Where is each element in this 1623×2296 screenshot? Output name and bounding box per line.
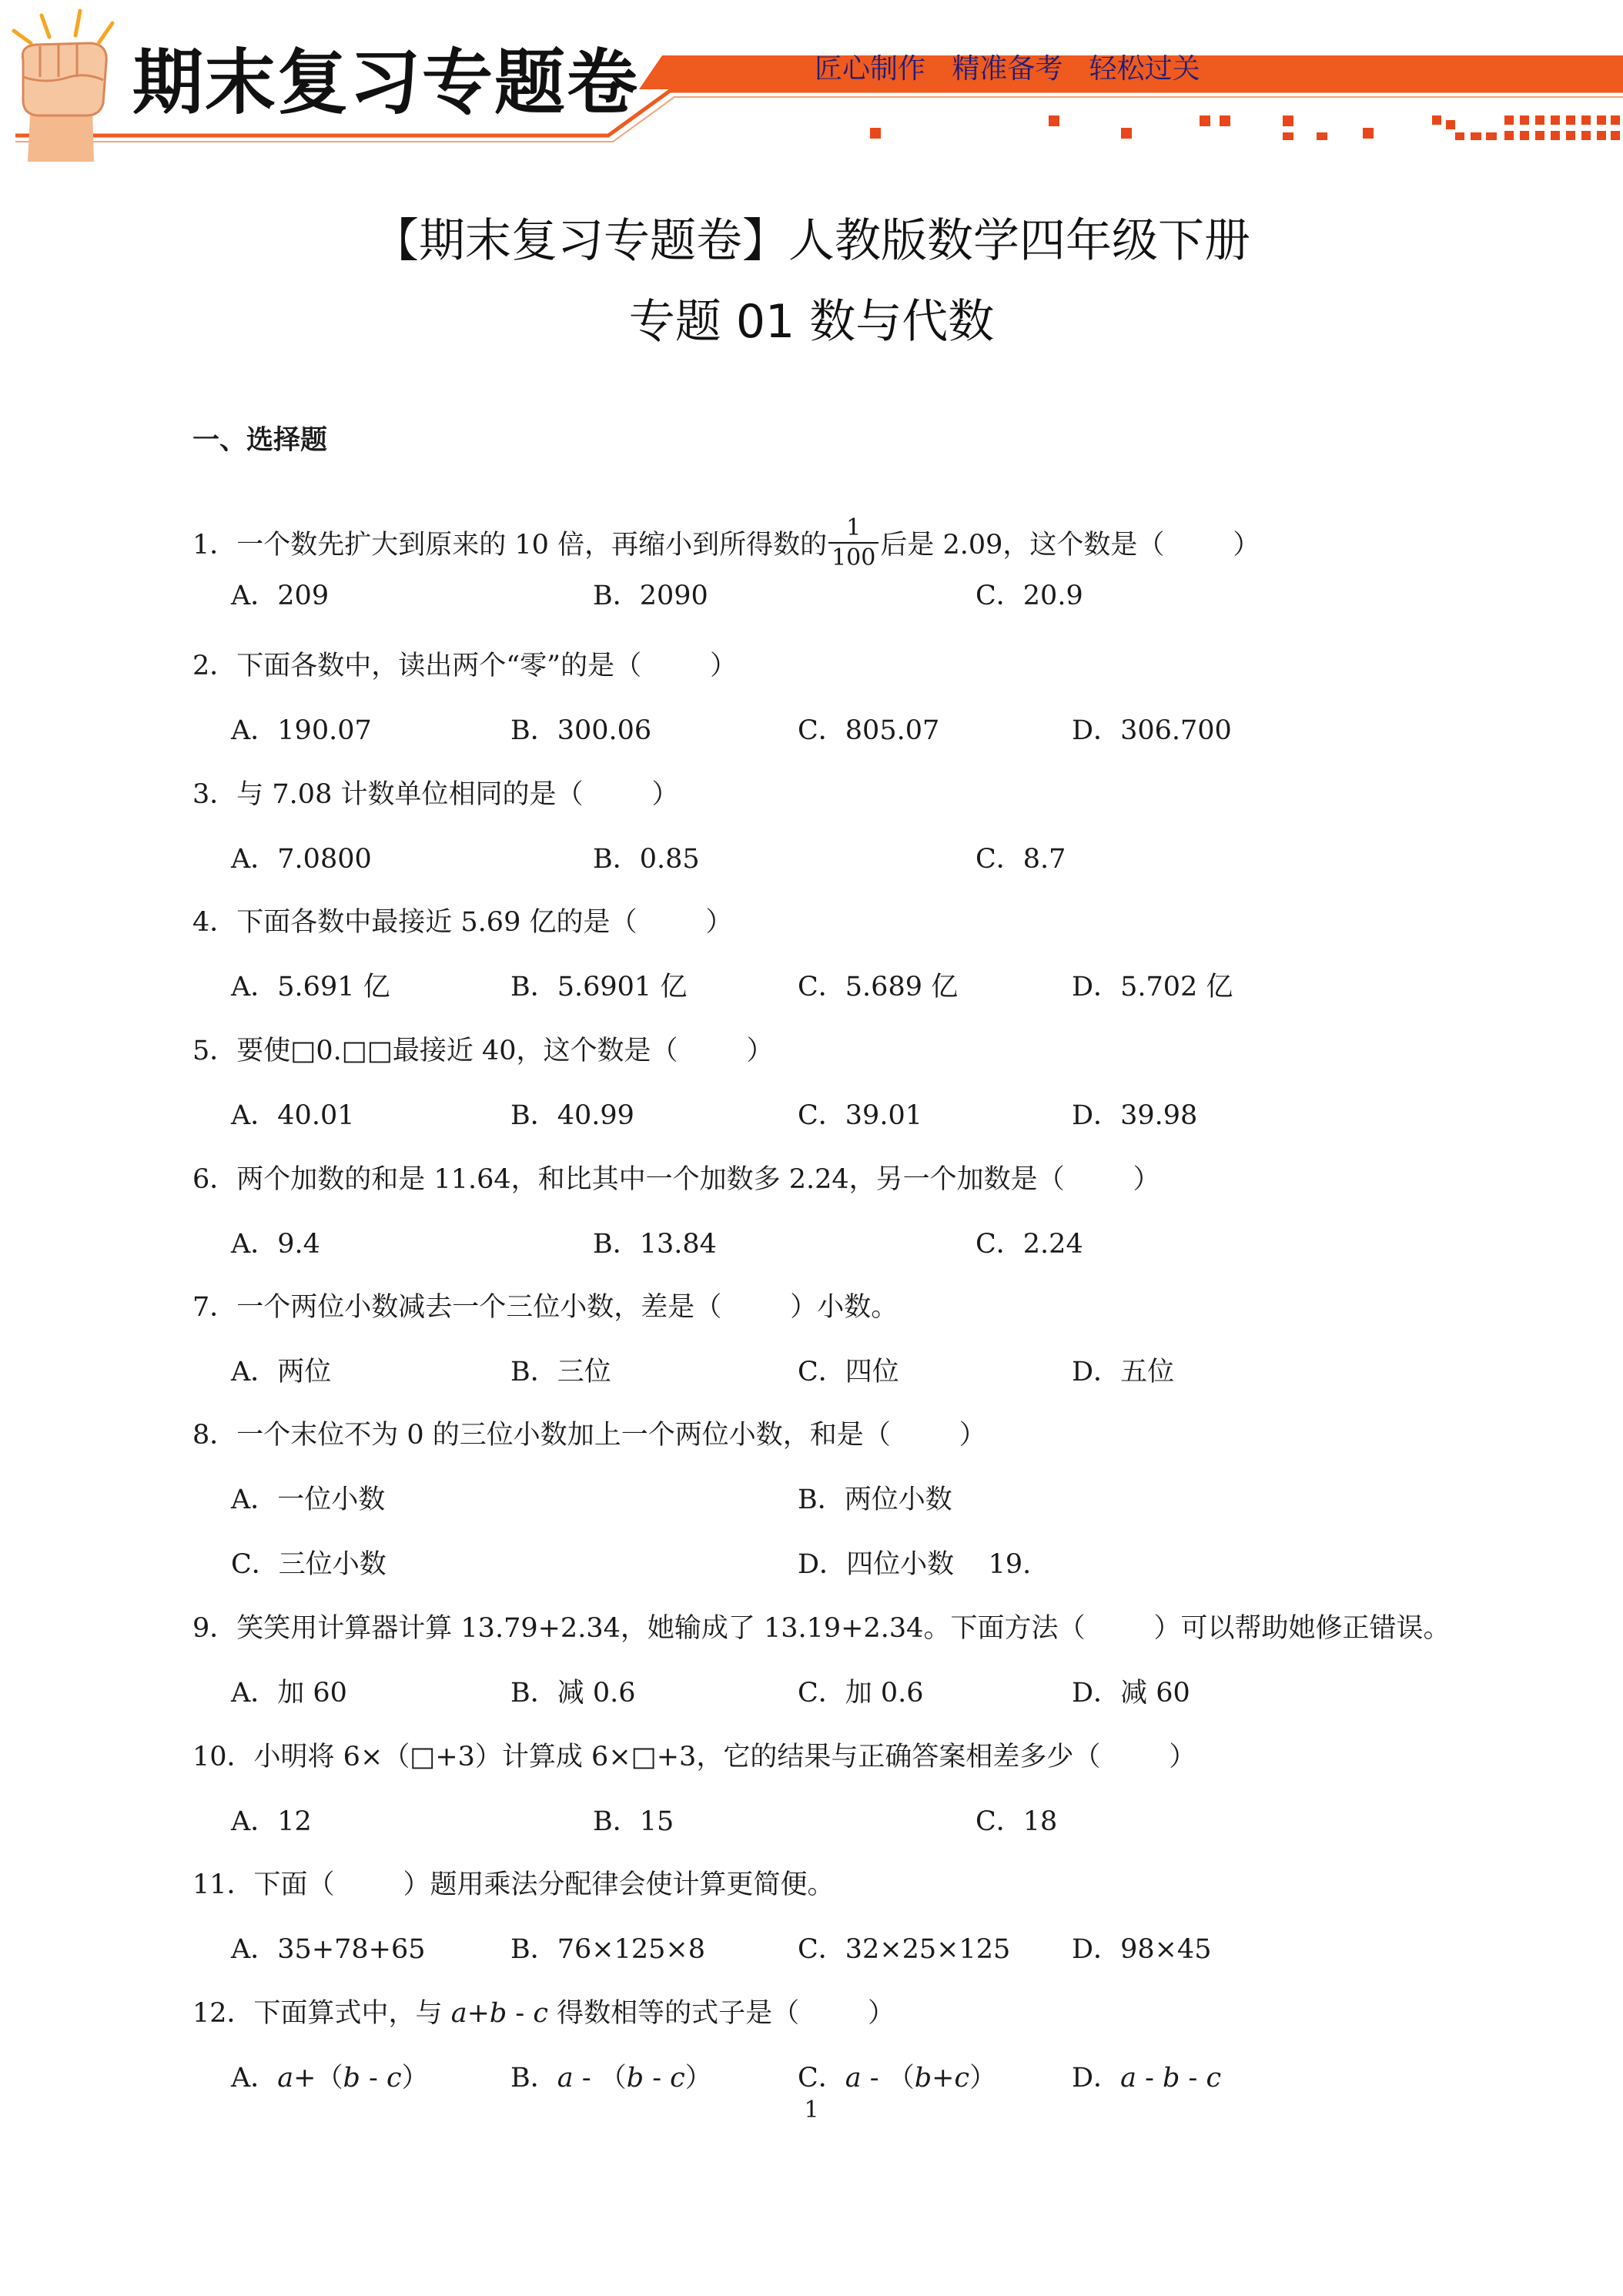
option-text: - （ bbox=[861, 2063, 915, 2094]
option-text: 5.702 亿 bbox=[1120, 972, 1233, 1002]
math-variable: a bbox=[450, 1998, 467, 2029]
question-stem bbox=[192, 909, 732, 936]
question-number: 8． bbox=[192, 1420, 237, 1451]
option-text: 76×125×8 bbox=[557, 1934, 705, 1965]
option-text: 5.689 亿 bbox=[845, 972, 959, 1002]
math-variable: c bbox=[533, 1998, 548, 2029]
option-text: 9.4 bbox=[277, 1229, 320, 1260]
answer-option-a[interactable] bbox=[231, 846, 372, 873]
option-text: 两位小数 bbox=[844, 1484, 952, 1515]
question-text: 一个末位不为 0 的三位小数加上一个两位小数，和是（ ） bbox=[236, 1420, 986, 1451]
option-label: A． bbox=[231, 581, 278, 611]
banner-slogan: 匠心制作 精准备考 轻松过关 bbox=[815, 53, 1200, 85]
question-number: 4． bbox=[192, 907, 237, 938]
option-label: C． bbox=[798, 715, 845, 746]
answer-option-b[interactable] bbox=[510, 1936, 705, 1963]
answer-option-d[interactable] bbox=[1072, 2065, 1221, 2092]
answer-option-b[interactable] bbox=[510, 974, 687, 1001]
question-text: + bbox=[467, 1998, 490, 2029]
question-text: - bbox=[507, 1998, 534, 2029]
math-variable: b bbox=[1163, 2063, 1180, 2094]
option-text: 2090 bbox=[639, 581, 708, 611]
math-variable: b bbox=[489, 1998, 507, 2029]
option-label: D． bbox=[1072, 1934, 1121, 1965]
option-text: 300.06 bbox=[557, 715, 652, 746]
option-label: A． bbox=[231, 1806, 278, 1837]
answer-option-b[interactable] bbox=[593, 1806, 674, 1837]
answer-option-d[interactable] bbox=[1072, 1100, 1198, 1131]
question-number: 12． bbox=[192, 1998, 254, 2029]
question-text: 下面各数中，读出两个“零”的是（ ） bbox=[236, 651, 738, 681]
option-label: B． bbox=[593, 844, 640, 875]
answer-option-c[interactable] bbox=[798, 2065, 996, 2092]
page-subtitle: 专题 01 数与代数 bbox=[628, 295, 995, 349]
question-text: 下面算式中，与 bbox=[253, 1998, 451, 2029]
question-text: 要使□0.□□最接近 40，这个数是（ ） bbox=[236, 1036, 774, 1066]
question-stem bbox=[192, 514, 1260, 574]
option-label: A． bbox=[231, 2063, 278, 2094]
option-label: A． bbox=[231, 1934, 278, 1965]
answer-option-b[interactable] bbox=[798, 1484, 952, 1515]
math-variable: c bbox=[386, 2063, 402, 2094]
option-text: ） bbox=[684, 2063, 712, 2094]
fraction bbox=[828, 515, 878, 571]
option-text: +（ bbox=[293, 2063, 343, 2094]
option-label: B． bbox=[510, 1357, 557, 1387]
answer-option-b[interactable] bbox=[593, 583, 708, 610]
banner-title: 期末复习专题卷 bbox=[132, 42, 640, 124]
question-stem bbox=[192, 779, 679, 810]
option-label: B． bbox=[510, 972, 557, 1002]
question-number: 11． bbox=[192, 1869, 254, 1900]
math-variable: c bbox=[670, 2063, 685, 2094]
page-title: 【期末复习专题卷】人教版数学四年级下册 bbox=[373, 214, 1250, 268]
option-label: D． bbox=[1072, 715, 1121, 746]
question-text: 下面各数中最接近 5.69 亿的是（ ） bbox=[236, 907, 733, 938]
answer-option-c[interactable] bbox=[798, 974, 958, 1001]
option-text: 8.7 bbox=[1022, 844, 1066, 875]
header-banner bbox=[0, 0, 1623, 169]
question-number: 7． bbox=[192, 1292, 237, 1323]
question-number: 10． bbox=[192, 1742, 254, 1772]
question-stem bbox=[192, 1038, 774, 1065]
option-label: C． bbox=[975, 844, 1023, 875]
option-text: 三位小数 bbox=[278, 1549, 387, 1580]
option-label: D． bbox=[1072, 2063, 1121, 2094]
answer-option-b[interactable] bbox=[510, 1359, 611, 1386]
option-label: D． bbox=[798, 1549, 847, 1580]
answer-option-a[interactable] bbox=[231, 1936, 426, 1963]
option-text: 98×45 bbox=[1120, 1934, 1212, 1965]
section-heading: 一、选择题 bbox=[192, 425, 328, 456]
option-label: C． bbox=[798, 972, 845, 1002]
option-text: 40.99 bbox=[557, 1100, 634, 1131]
answer-option-c[interactable] bbox=[798, 715, 940, 746]
option-label: B． bbox=[510, 1934, 557, 1965]
question-stem bbox=[192, 1744, 1196, 1771]
option-label: A． bbox=[231, 1229, 278, 1260]
answer-option-c[interactable] bbox=[975, 583, 1083, 610]
option-text: 2.24 bbox=[1022, 1229, 1083, 1260]
answer-option-a[interactable] bbox=[231, 583, 329, 610]
option-text: 13.84 bbox=[639, 1229, 717, 1260]
option-text: - bbox=[1136, 2063, 1163, 2094]
answer-option-b[interactable] bbox=[510, 715, 652, 746]
answer-option-a[interactable] bbox=[231, 974, 390, 1001]
option-label: D． bbox=[1072, 1357, 1121, 1387]
question-number: 9． bbox=[192, 1613, 237, 1644]
math-variable: b bbox=[914, 2063, 932, 2094]
question-number: 6． bbox=[192, 1164, 237, 1195]
answer-option-c[interactable] bbox=[231, 1551, 387, 1578]
question-text: 下面（ ）题用乘法分配律会使计算更简便。 bbox=[253, 1869, 835, 1900]
question-number: 1． bbox=[192, 530, 237, 561]
math-variable: a bbox=[557, 2063, 574, 2094]
answer-option-a[interactable] bbox=[231, 715, 372, 746]
answer-option-d[interactable] bbox=[1072, 1359, 1174, 1386]
option-label: C． bbox=[798, 1357, 845, 1387]
option-label: A． bbox=[231, 1357, 278, 1387]
answer-option-a[interactable] bbox=[231, 1806, 312, 1837]
math-variable: c bbox=[954, 2063, 970, 2094]
option-label: B． bbox=[593, 1229, 640, 1260]
option-label: A． bbox=[231, 1484, 278, 1515]
question-stem bbox=[192, 1294, 898, 1321]
option-label: A． bbox=[231, 844, 278, 875]
option-text: 四位小数 19. bbox=[846, 1549, 1032, 1580]
option-label: A． bbox=[231, 715, 278, 746]
answer-option-c[interactable] bbox=[798, 1359, 899, 1386]
question-stem bbox=[192, 1615, 1450, 1642]
option-label: C． bbox=[798, 1100, 845, 1131]
option-label: B． bbox=[593, 581, 640, 611]
option-text: 7.0800 bbox=[277, 844, 372, 875]
answer-option-c[interactable] bbox=[975, 846, 1066, 873]
answer-option-a[interactable] bbox=[231, 1680, 347, 1707]
question-text: 小明将 6×（□+3）计算成 6×□+3，它的结果与正确答案相差多少（ ） bbox=[253, 1742, 1196, 1772]
option-text: 306.700 bbox=[1120, 715, 1232, 746]
option-label: C． bbox=[975, 1229, 1023, 1260]
answer-option-b[interactable] bbox=[510, 2065, 712, 2092]
option-text: 39.01 bbox=[845, 1100, 922, 1131]
question-number: 5． bbox=[192, 1036, 237, 1066]
answer-option-c[interactable] bbox=[975, 1806, 1058, 1837]
question-text: 一个两位小数减去一个三位小数，差是（ ）小数。 bbox=[236, 1292, 899, 1323]
math-variable: c bbox=[1206, 2063, 1222, 2094]
option-text: 四位 bbox=[845, 1357, 899, 1387]
answer-option-b[interactable] bbox=[510, 1680, 636, 1707]
option-label: D． bbox=[1072, 972, 1121, 1002]
page-number: 1 bbox=[804, 2097, 819, 2124]
option-label: B． bbox=[593, 1806, 640, 1837]
option-text: - bbox=[360, 2063, 387, 2094]
option-label: B． bbox=[510, 715, 557, 746]
option-label: C． bbox=[231, 1549, 279, 1580]
answer-option-a[interactable] bbox=[231, 1100, 355, 1131]
option-text: 20.9 bbox=[1022, 581, 1083, 611]
option-text: 一位小数 bbox=[277, 1484, 386, 1515]
option-text: 18 bbox=[1022, 1806, 1058, 1837]
option-text: 5.691 亿 bbox=[277, 972, 390, 1002]
answer-option-d[interactable] bbox=[1072, 974, 1233, 1001]
question-stem bbox=[192, 1869, 835, 1900]
option-label: A． bbox=[231, 1678, 278, 1709]
option-text: - bbox=[644, 2063, 671, 2094]
option-text: 两位 bbox=[277, 1357, 332, 1387]
option-text: - （ bbox=[573, 2063, 627, 2094]
answer-option-c[interactable] bbox=[798, 1680, 924, 1707]
option-label: D． bbox=[1072, 1678, 1121, 1709]
option-text: 39.98 bbox=[1120, 1100, 1198, 1131]
answer-option-a[interactable] bbox=[231, 2065, 429, 2092]
answer-option-d[interactable] bbox=[1072, 715, 1232, 746]
option-label: B． bbox=[798, 1484, 845, 1515]
option-label: C． bbox=[798, 2063, 845, 2094]
math-variable: a bbox=[277, 2063, 294, 2094]
answer-option-d[interactable] bbox=[1072, 1680, 1190, 1707]
question-stem bbox=[192, 2000, 895, 2027]
question-text: 两个加数的和是 11.64，和比其中一个加数多 2.24，另一个加数是（ ） bbox=[236, 1164, 1160, 1195]
question-stem bbox=[192, 1422, 986, 1449]
option-text: 五位 bbox=[1120, 1357, 1175, 1387]
answer-option-a[interactable] bbox=[231, 1359, 331, 1386]
fist-icon bbox=[14, 11, 112, 162]
option-text: 减 0.6 bbox=[557, 1678, 636, 1709]
answer-option-b[interactable] bbox=[510, 1100, 634, 1131]
option-label: B． bbox=[510, 1100, 557, 1131]
answer-option-a[interactable] bbox=[231, 1231, 320, 1258]
answer-option-d[interactable] bbox=[1072, 1936, 1211, 1963]
answer-option-c[interactable] bbox=[798, 1936, 1010, 1963]
question-number: 3． bbox=[192, 779, 237, 810]
option-text: 209 bbox=[277, 581, 330, 611]
option-label: B． bbox=[510, 2063, 557, 2094]
question-text: 得数相等的式子是（ ） bbox=[547, 1998, 895, 2029]
option-text: ） bbox=[969, 2063, 997, 2094]
option-text: 加 60 bbox=[277, 1678, 347, 1709]
question-stem bbox=[192, 653, 737, 680]
option-text: 加 0.6 bbox=[845, 1678, 924, 1709]
option-text: 32×25×125 bbox=[845, 1934, 1011, 1965]
option-text: 三位 bbox=[557, 1357, 611, 1387]
fraction-denominator: 100 bbox=[828, 542, 878, 572]
option-text: 12 bbox=[277, 1806, 312, 1837]
option-label: C． bbox=[798, 1678, 845, 1709]
option-text: 15 bbox=[639, 1806, 674, 1837]
answer-option-d[interactable] bbox=[798, 1551, 1031, 1578]
option-text: 0.85 bbox=[639, 844, 700, 875]
option-label: C． bbox=[975, 1806, 1023, 1837]
answer-option-b[interactable] bbox=[593, 846, 700, 873]
option-text: + bbox=[932, 2063, 955, 2094]
question-number: 2． bbox=[192, 651, 237, 681]
option-text: 805.07 bbox=[845, 715, 940, 746]
fraction-numerator: 1 bbox=[846, 514, 862, 541]
option-label: A． bbox=[231, 972, 278, 1002]
option-label: B． bbox=[510, 1678, 557, 1709]
option-text: ） bbox=[401, 2063, 429, 2094]
option-text: 35+78+65 bbox=[277, 1934, 426, 1965]
answer-option-a[interactable] bbox=[231, 1484, 386, 1515]
option-label: C． bbox=[975, 581, 1023, 611]
math-variable: a bbox=[845, 2063, 862, 2094]
option-label: D． bbox=[1072, 1100, 1121, 1131]
option-label: C． bbox=[798, 1934, 845, 1965]
math-variable: a bbox=[1120, 2063, 1136, 2094]
answer-option-c[interactable] bbox=[975, 1231, 1083, 1258]
option-text: 190.07 bbox=[277, 715, 372, 746]
option-text: 40.01 bbox=[277, 1100, 355, 1131]
question-text: 笑笑用计算器计算 13.79+2.34，她输成了 13.19+2.34。下面方法（ ）可以帮助她修正错误。 bbox=[236, 1613, 1451, 1644]
question-text: 一个数先扩大到原来的 10 倍，再缩小到所得数的 bbox=[236, 530, 828, 561]
math-variable: b bbox=[626, 2063, 644, 2094]
math-variable: b bbox=[343, 2063, 360, 2094]
option-text: 5.6901 亿 bbox=[557, 972, 688, 1002]
question-stem bbox=[192, 1166, 1160, 1193]
option-text: - bbox=[1180, 2063, 1206, 2094]
question-text: 与 7.08 计数单位相同的是（ ） bbox=[236, 779, 679, 810]
option-label: A． bbox=[231, 1100, 278, 1131]
question-text: 后是 2.09，这个数是（ ） bbox=[880, 530, 1260, 561]
answer-option-c[interactable] bbox=[798, 1100, 922, 1131]
option-text: 减 60 bbox=[1120, 1678, 1190, 1709]
answer-option-b[interactable] bbox=[593, 1231, 717, 1258]
